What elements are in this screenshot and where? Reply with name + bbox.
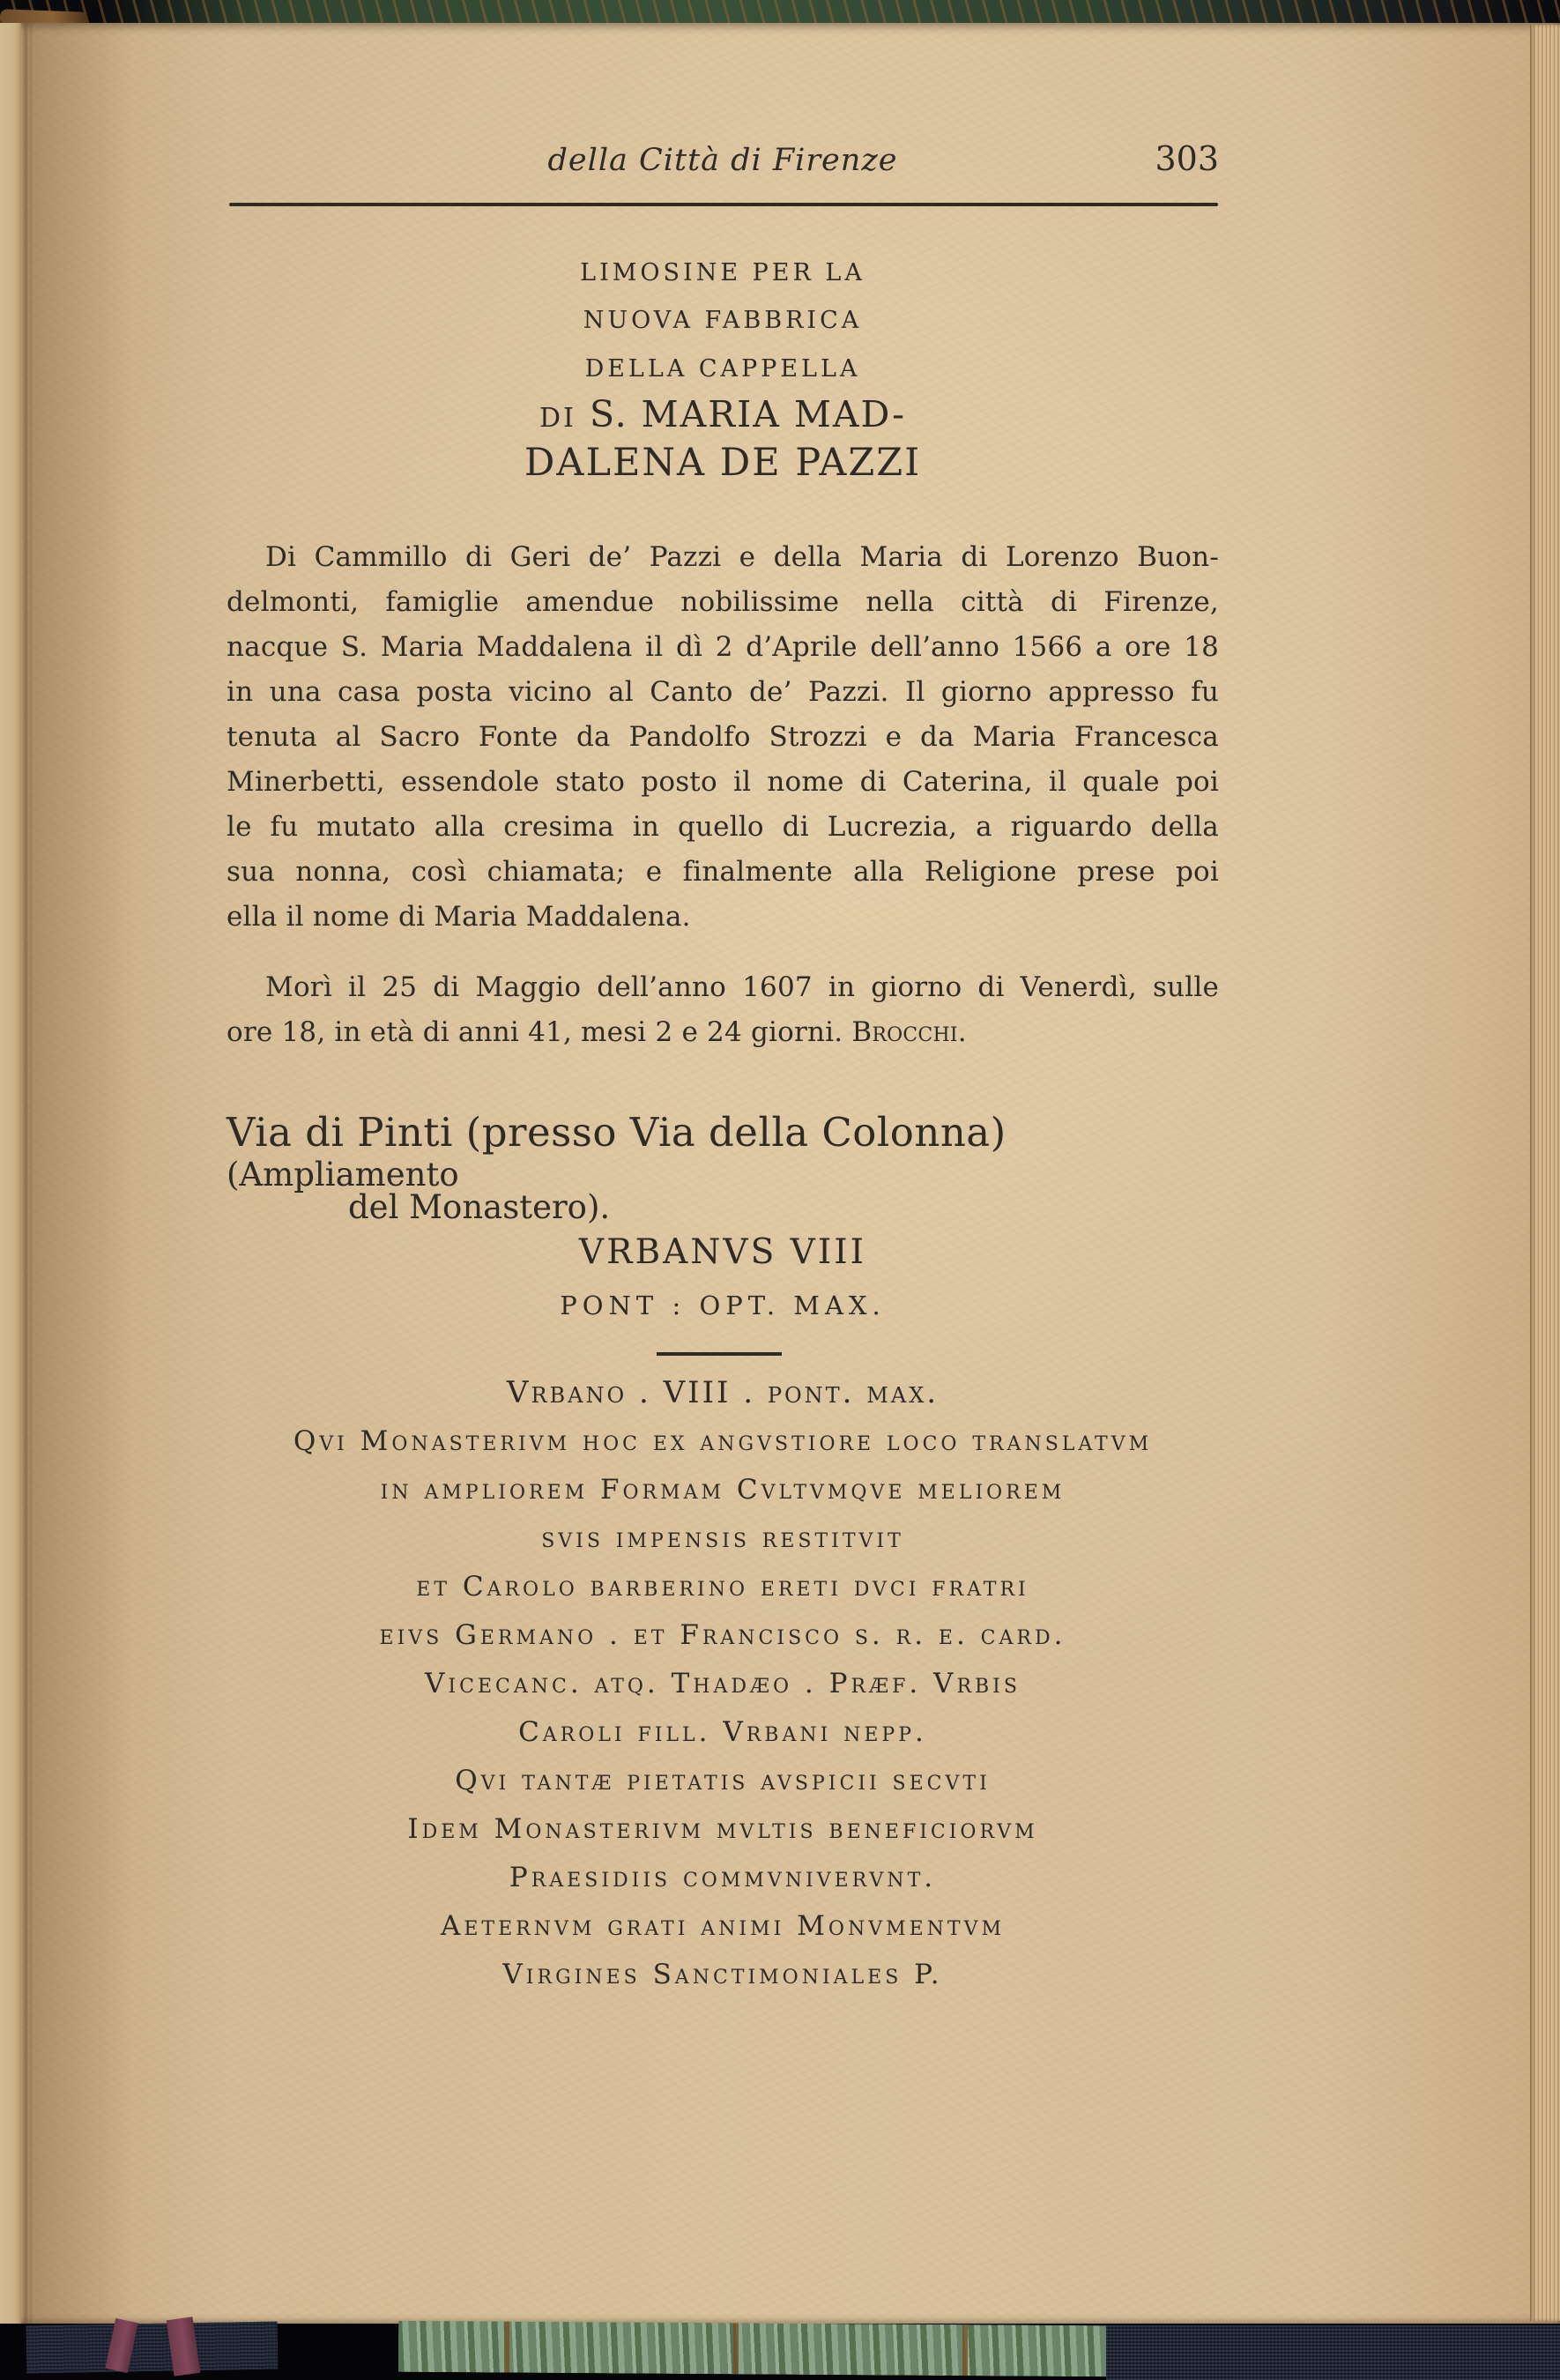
chapel-heading-line: DELLA CAPPELLA bbox=[584, 355, 861, 383]
inscription-line: Qvi tantæ pietatis avspicii secvti bbox=[455, 1765, 991, 1796]
street-heading-annotation: (Ampliamento bbox=[227, 1156, 459, 1194]
page-fold-left bbox=[0, 23, 21, 2324]
inscription-line: Vrbano . VIII . pont. max. bbox=[506, 1375, 940, 1410]
body-text-line: delmonti, famiglie amendue nobilissime nella città di Firenze, bbox=[227, 586, 1219, 618]
body-text-line: tenuta al Sacro Fonte da Pandolfo Strozzi e da Maria Francesca bbox=[227, 721, 1219, 753]
chapel-heading-line: DALENA DE PAZZI bbox=[524, 441, 922, 485]
running-header: della Città di Firenze bbox=[547, 143, 898, 178]
street-heading bbox=[227, 1109, 1219, 1194]
body-text-line: in una casa posta vicino al Canto de’ Pazzi. Il giorno appresso fu bbox=[227, 676, 1219, 708]
dedication-title: VRBANVS VIII bbox=[578, 1232, 867, 1272]
body-text-line: Minerbetti, essendole stato posto il nome di Caterina, il quale poi bbox=[227, 766, 1219, 798]
inscription-line: Vicecanc. atq. Thadæo . Præf. Vrbis bbox=[425, 1668, 1021, 1699]
inscription-line: Qvi Monasterivm hoc ex angvstiore loco translatvm bbox=[293, 1425, 1153, 1457]
inscription-line: eivs Germano . et Francisco s. r. e. card. bbox=[379, 1619, 1066, 1651]
chapel-heading-main: S. MARIA MAD- bbox=[589, 393, 907, 435]
source-citation: Brocchi. bbox=[851, 1016, 967, 1048]
body-text-fragment: ore 18, in età di anni 41, mesi 2 e 24 giorni. bbox=[227, 1016, 852, 1048]
section-divider-rule bbox=[657, 1352, 782, 1356]
header-rule bbox=[229, 203, 1218, 206]
book-page bbox=[0, 23, 1560, 2324]
page-edges-stack bbox=[1530, 25, 1560, 2321]
inscription-line: Aeternvm grati animi Monvmentvm bbox=[440, 1910, 1006, 1942]
chapel-heading-line: NUOVA FABBRICA bbox=[583, 307, 863, 334]
dedication-subtitle: PONT : OPT. MAX. bbox=[560, 1290, 886, 1320]
inscription-line: Praesidiis commvnivervnt. bbox=[509, 1862, 937, 1893]
inscription-line: Caroli fill. Vrbani nepp. bbox=[518, 1716, 927, 1748]
cover-cloth-right bbox=[1106, 2325, 1560, 2380]
body-text-line: ella il nome di Maria Maddalena. bbox=[227, 901, 691, 933]
page-number: 303 bbox=[1155, 139, 1219, 178]
body-text-line: le fu mutato alla cresima in quello di Lucrezia, a riguardo della bbox=[227, 811, 1219, 843]
inscription-line: svis impensis restitvit bbox=[541, 1522, 904, 1554]
marbled-endpaper-top bbox=[0, 0, 1560, 24]
gutter-shadow bbox=[30, 23, 136, 2324]
body-text-line: nacque S. Maria Maddalena il dì 2 d’Aprile dell’anno 1566 a ore 18 bbox=[227, 631, 1219, 663]
body-text-line: sua nonna, così chiamata; e finalmente alla Religione prese poi bbox=[227, 856, 1219, 888]
street-heading-main: Via di Pinti (presso Via della Colonna) bbox=[227, 1109, 1007, 1156]
inscription-line: et Carolo barberino ereti dvci fratri bbox=[416, 1571, 1029, 1603]
scan-bottom-background bbox=[0, 2324, 1560, 2380]
cover-cloth-left bbox=[26, 2322, 279, 2374]
inscription-line: in ampliorem Formam Cvltvmqve meliorem bbox=[380, 1474, 1066, 1506]
inscription-line: Idem Monasterivm mvltis beneficiorvm bbox=[407, 1813, 1038, 1845]
chapel-heading-prefix: DI bbox=[539, 403, 576, 434]
body-text-line: Morì il 25 di Maggio dell’anno 1607 in giorno di Venerdì, sulle bbox=[265, 971, 1219, 1003]
body-text-line: Di Cammillo di Geri de’ Pazzi e della Maria di Lorenzo Buon- bbox=[265, 541, 1219, 573]
body-text-line bbox=[227, 1015, 1219, 1050]
bookmark-ribbon bbox=[398, 2321, 1227, 2378]
chapel-heading-line: LIMOSINE PER LA bbox=[580, 259, 865, 286]
chapel-heading-line bbox=[227, 393, 1219, 435]
street-heading-line2: del Monastero). bbox=[348, 1188, 611, 1226]
inscription-line: Virgines Sanctimoniales P. bbox=[502, 1959, 943, 1990]
